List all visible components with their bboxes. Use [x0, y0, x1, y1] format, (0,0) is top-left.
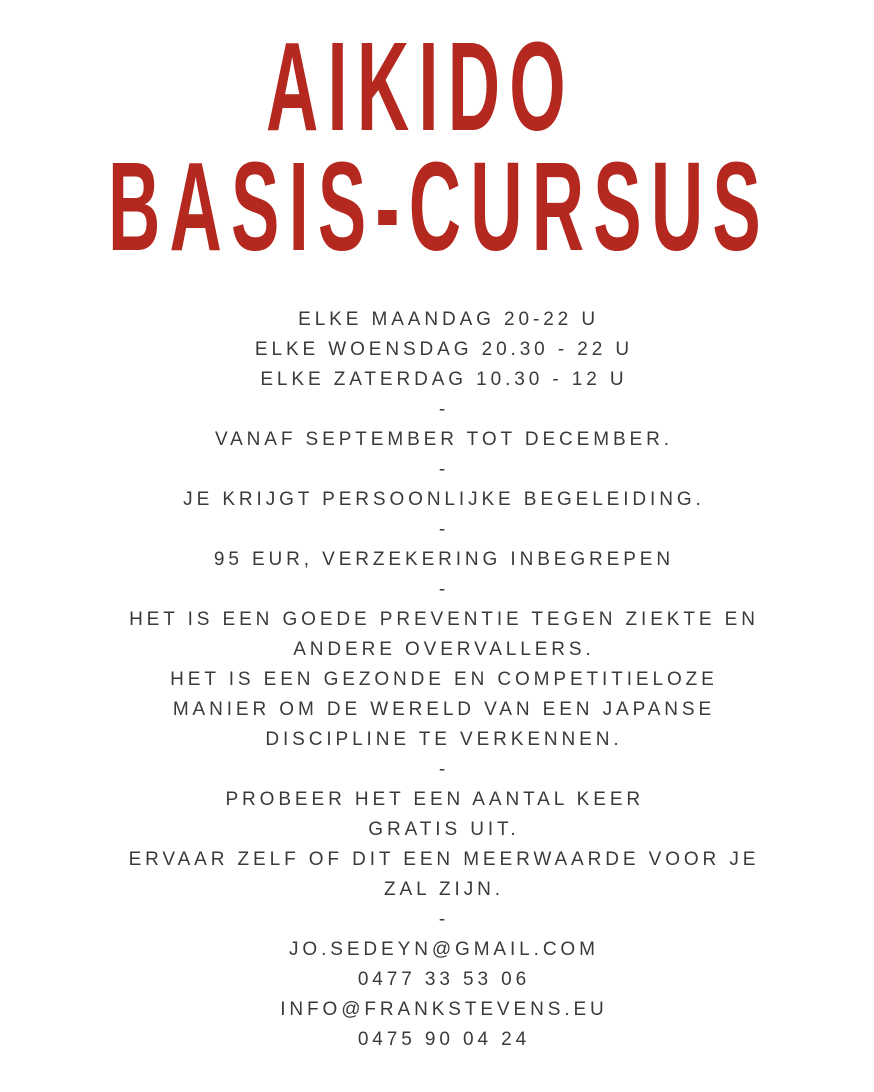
- separator: -: [438, 579, 446, 600]
- trial-text-line: GRATIS UIT.: [368, 819, 520, 840]
- trial-text-line: PROBEER HET EEN AANTAL KEER: [225, 789, 663, 810]
- contact-email-1: JO.SEDEYN@GMAIL.COM: [289, 939, 599, 960]
- contact-email-2: INFO@FRANKSTEVENS.EU: [280, 999, 608, 1020]
- separator: -: [438, 519, 446, 540]
- title-aikido: AIKIDO: [266, 16, 575, 157]
- title-basis-cursus: BASIS-CURSUS: [108, 136, 770, 277]
- benefit-text-line: HET IS EEN GOEDE PREVENTIE TEGEN ZIEKTE EN: [129, 609, 759, 630]
- benefit-text-line: HET IS EEN GEZONDE EN COMPETITIELOZE: [170, 669, 718, 690]
- separator: -: [438, 909, 446, 930]
- trial-text-line: ERVAAR ZELF OF DIT EEN MEERWAARDE VOOR JE: [128, 849, 760, 870]
- benefit-text-line: ANDERE OVERVALLERS.: [293, 639, 595, 660]
- separator: -: [438, 759, 446, 780]
- separator: -: [438, 399, 446, 420]
- benefit-text-line: DISCIPLINE TE VERKENNEN.: [265, 729, 623, 750]
- personal-guidance-text: JE KRIJGT PERSOONLIJKE BEGELEIDING.: [183, 489, 705, 510]
- contact-phone-2: 0475 90 04 24: [357, 1029, 531, 1050]
- schedule-monday: ELKE MAANDAG 20-22 U: [288, 309, 599, 330]
- course-period: VANAF SEPTEMBER TOT DECEMBER.: [214, 429, 673, 450]
- separator: -: [438, 459, 446, 480]
- schedule-wednesday: ELKE WOENSDAG 20.30 - 22 U: [254, 339, 633, 360]
- schedule-saturday: ELKE ZATERDAG 10.30 - 12 U: [260, 369, 628, 390]
- benefit-text-line: MANIER OM DE WERELD VAN EEN JAPANSE: [172, 699, 716, 720]
- contact-phone-1: 0477 33 53 06: [357, 969, 531, 990]
- price-text: 95 EUR, VERZEKERING INBEGREPEN: [213, 549, 675, 570]
- trial-text-line: ZAL ZIJN.: [383, 879, 504, 900]
- course-details: [0, 305, 874, 1055]
